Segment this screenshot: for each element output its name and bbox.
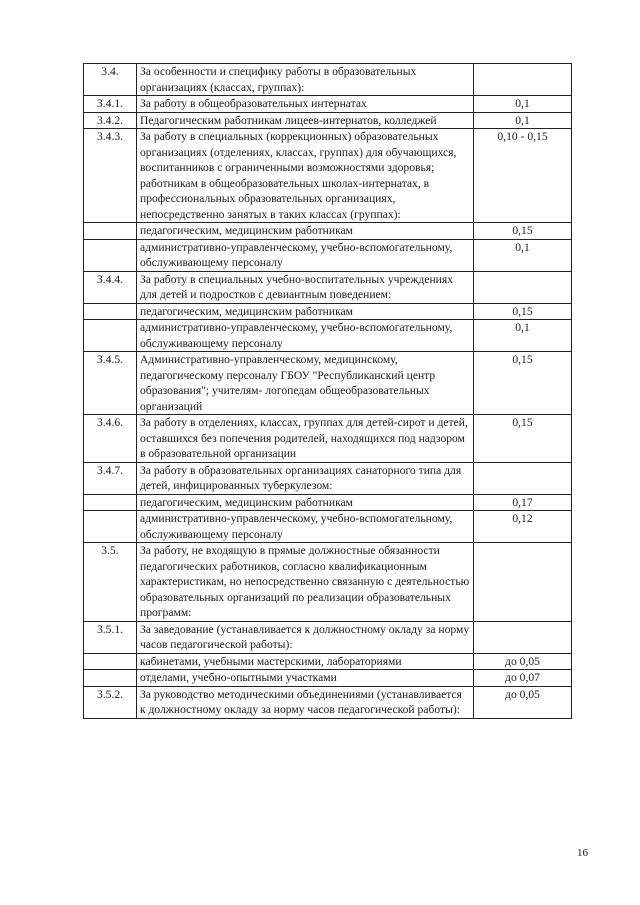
coefficient-value: 0,12 bbox=[474, 511, 572, 543]
item-description: За заведование (устанавливается к должностному окладу за норму часов педагогической работы): bbox=[137, 621, 474, 653]
table-row bbox=[84, 352, 572, 415]
item-number: 3.4.4. bbox=[84, 271, 137, 303]
table-row bbox=[84, 415, 572, 463]
item-description: За работу в отделениях, классах, группах для детей-сирот и детей, оставшихся без попечения родителей, находящихся под надзором в образовательной организации bbox=[137, 415, 474, 463]
table-row bbox=[84, 303, 572, 320]
item-number: 3.5.2. bbox=[84, 686, 137, 718]
item-description: административно-управленческому, учебно-вспомогательному, обслуживающему персоналу bbox=[137, 239, 474, 271]
item-number: 3.5. bbox=[84, 543, 137, 622]
item-number: 3.4.7. bbox=[84, 462, 137, 494]
table-row bbox=[84, 320, 572, 352]
table-row bbox=[84, 653, 572, 670]
coefficient-value: 0,15 bbox=[474, 223, 572, 240]
item-description: За особенности и специфику работы в образовательных организациях (классах, группах): bbox=[137, 64, 474, 96]
item-description: педагогическим, медицинским работникам bbox=[137, 303, 474, 320]
coefficient-value: 0,15 bbox=[474, 352, 572, 415]
item-description: За руководство методическими объединениями (устанавливается к должностному окладу за норму часов педагогической работы): bbox=[137, 686, 474, 718]
coefficient-value: 0,17 bbox=[474, 494, 572, 511]
item-number bbox=[84, 303, 137, 320]
item-number: 3.4.5. bbox=[84, 352, 137, 415]
coefficient-value: до 0,05 bbox=[474, 653, 572, 670]
table-row bbox=[84, 462, 572, 494]
coefficient-value bbox=[474, 462, 572, 494]
coefficient-value: 0,15 bbox=[474, 303, 572, 320]
table-row bbox=[84, 239, 572, 271]
item-description: административно-управленческому, учебно-вспомогательному, обслуживающему персоналу bbox=[137, 511, 474, 543]
table-row bbox=[84, 686, 572, 718]
item-number bbox=[84, 670, 137, 687]
coefficient-value bbox=[474, 271, 572, 303]
item-description: За работу в общеобразовательных интернатах bbox=[137, 96, 474, 113]
coefficient-value: 0,1 bbox=[474, 320, 572, 352]
table-body bbox=[84, 64, 572, 719]
page-number: 16 bbox=[577, 847, 588, 859]
coefficient-value bbox=[474, 621, 572, 653]
table-row bbox=[84, 129, 572, 223]
item-number: 3.5.1. bbox=[84, 621, 137, 653]
coefficient-value: 0,15 bbox=[474, 415, 572, 463]
table-row bbox=[84, 64, 572, 96]
item-description: педагогическим, медицинским работникам bbox=[137, 494, 474, 511]
item-number: 3.4.6. bbox=[84, 415, 137, 463]
coefficient-value: 0,1 bbox=[474, 239, 572, 271]
item-number: 3.4. bbox=[84, 64, 137, 96]
coefficient-value: 0,1 bbox=[474, 96, 572, 113]
item-number: 3.4.2. bbox=[84, 112, 137, 129]
coefficient-value bbox=[474, 543, 572, 622]
item-description: кабинетами, учебными мастерскими, лабораториями bbox=[137, 653, 474, 670]
item-description: Педагогическим работникам лицеев-интернатов, колледжей bbox=[137, 112, 474, 129]
item-description: За работу в образовательных организациях санаторного типа для детей, инфицированных туберкулезом: bbox=[137, 462, 474, 494]
item-description: За работу в специальных учебно-воспитательных учреждениях для детей и подростков с девиантным поведением: bbox=[137, 271, 474, 303]
table-row bbox=[84, 621, 572, 653]
item-number bbox=[84, 239, 137, 271]
item-description: административно-управленческому, учебно-вспомогательному, обслуживающему персоналу bbox=[137, 320, 474, 352]
item-number bbox=[84, 653, 137, 670]
item-description: отделами, учебно-опытными участками bbox=[137, 670, 474, 687]
item-description: педагогическим, медицинским работникам bbox=[137, 223, 474, 240]
item-description: За работу в специальных (коррекционных) образовательных организациях (отделениях, классах, группах) для обучающихся, воспитанников с ограниченными возможностями здоровья; работникам в общеобразовательных школах-интернатах, в профессиональных образовательных организациях, непосредственно занятых в таких классах (группах): bbox=[137, 129, 474, 223]
coefficient-value: до 0,07 bbox=[474, 670, 572, 687]
item-number bbox=[84, 494, 137, 511]
table-row bbox=[84, 494, 572, 511]
item-description: Административно-управленческому, медицинскому, педагогическому персоналу ГБОУ "Республиканский центр образования"; учителям- логопедам общеобразовательных организаций bbox=[137, 352, 474, 415]
table-row bbox=[84, 223, 572, 240]
table-row bbox=[84, 511, 572, 543]
item-number: 3.4.3. bbox=[84, 129, 137, 223]
item-description: За работу, не входящую в прямые должностные обязанности педагогических работников, согласно квалификационным характеристикам, но непосредственно связанную с деятельностью образовательных организаций по реализации образовательных программ: bbox=[137, 543, 474, 622]
rates-table bbox=[83, 63, 572, 719]
table-row bbox=[84, 670, 572, 687]
item-number bbox=[84, 511, 137, 543]
item-number bbox=[84, 320, 137, 352]
coefficient-value bbox=[474, 64, 572, 96]
item-number bbox=[84, 223, 137, 240]
coefficient-value: 0,1 bbox=[474, 112, 572, 129]
coefficient-value: до 0,05 bbox=[474, 686, 572, 718]
table-row bbox=[84, 96, 572, 113]
table-row bbox=[84, 112, 572, 129]
item-number: 3.4.1. bbox=[84, 96, 137, 113]
coefficient-value: 0,10 - 0,15 bbox=[474, 129, 572, 223]
table-row bbox=[84, 543, 572, 622]
table-row bbox=[84, 271, 572, 303]
